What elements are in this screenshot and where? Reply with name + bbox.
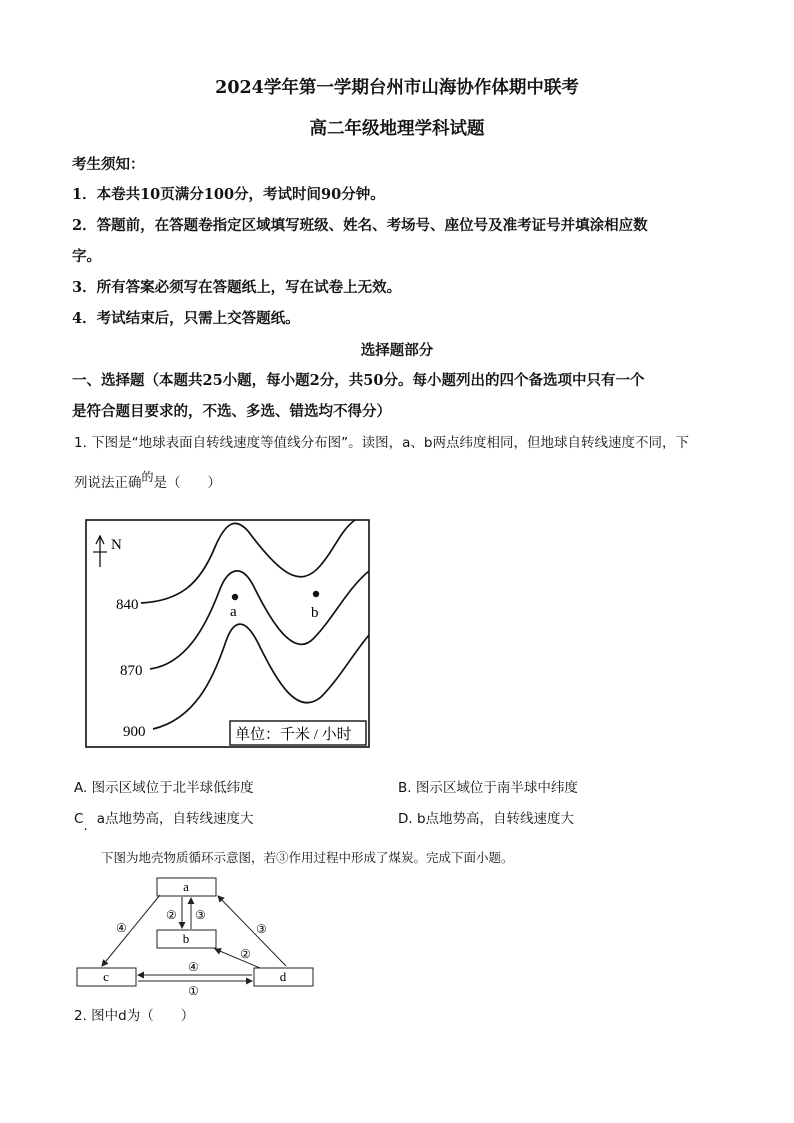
q1-option-b[interactable]: B. 图示区域位于南半球中纬度 xyxy=(398,780,578,796)
q1-stem: 1. 下图是“地球表面自转线速度等值线分布图”。读图，a、b两点纬度相同，但地球自转线速度不同，下 xyxy=(74,435,690,451)
process-label: ② xyxy=(240,947,251,961)
box-d-label: d xyxy=(279,969,287,984)
exam-subtitle: 高二年级地理学科试题 xyxy=(309,119,485,139)
notice-item: 字。 xyxy=(72,248,101,265)
notice-item: 4．考试结束后，只需上交答题纸。 xyxy=(72,310,300,327)
isoline-map xyxy=(85,519,373,750)
box-b-label: b xyxy=(182,931,190,946)
exam-title: 2024学年第一学期台州市山海协作体期中联考 xyxy=(215,78,579,98)
q1-stem-text: 列说法正确 xyxy=(74,475,142,491)
point-b-label: b xyxy=(311,605,319,621)
q1-option-c-letter: C xyxy=(74,811,84,827)
notice-heading: 考生须知： xyxy=(72,156,145,173)
arrow-d-to-b xyxy=(215,949,260,968)
notice-item: 3．所有答案必须写在答题纸上，写在试卷上无效。 xyxy=(72,279,402,296)
q1-option-c-text: a点地势高，自转线速度大 xyxy=(96,811,254,827)
isoline-label: 840 xyxy=(116,597,139,613)
q1-option-a[interactable]: A. 图示区域位于北半球低纬度 xyxy=(74,780,254,796)
process-label: ② xyxy=(166,908,177,922)
process-label: ③ xyxy=(256,922,267,936)
point-b-marker xyxy=(313,591,319,597)
isoline-label: 900 xyxy=(123,724,146,740)
q2-intro: 下图为地壳物质循环示意图，若③作用过程中形成了煤炭。完成下面小题。 xyxy=(101,850,514,865)
process-label: ④ xyxy=(188,960,199,974)
q1-option-c-dot: . xyxy=(83,818,88,834)
process-label: ④ xyxy=(116,921,127,935)
point-a-marker xyxy=(232,594,238,600)
arrow-d-to-a xyxy=(218,896,286,966)
north-label: N xyxy=(111,537,122,553)
process-label: ③ xyxy=(195,908,206,922)
box-c-label: c xyxy=(103,969,109,984)
point-a-label: a xyxy=(230,604,237,620)
box-a-label: a xyxy=(183,879,189,894)
section-instruction: 一、选择题（本题共25小题，每小题2分，共50分。每小题列出的四个备选项中只有一个 xyxy=(72,372,645,389)
q1-option-c[interactable] xyxy=(74,807,254,834)
q1-stem-sup: 的 xyxy=(141,470,154,484)
arrow-a-to-c xyxy=(102,895,160,966)
section-instruction: 是符合题目要求的，不选、多选、错选均不得分） xyxy=(72,403,391,420)
notice-item: 1．本卷共10页满分100分，考试时间90分钟。 xyxy=(72,186,385,203)
q1-stem-text: 是（ ） xyxy=(153,475,222,491)
map-frame xyxy=(86,520,369,747)
rock-cycle-diagram xyxy=(74,874,322,998)
q1-stem-line2 xyxy=(74,471,221,491)
q1-option-d[interactable]: D. b点地势高，自转线速度大 xyxy=(398,811,575,827)
section-title: 选择题部分 xyxy=(360,342,434,359)
isoline-label: 870 xyxy=(120,663,143,679)
q2-stem: 2. 图中d为（ ） xyxy=(74,1008,195,1024)
process-label: ① xyxy=(188,984,199,998)
notice-item: 2．答题前，在答题卷指定区域填写班级、姓名、考场号、座位号及准考证号并填涂相应数 xyxy=(72,217,648,234)
unit-label: 单位：千米 / 小时 xyxy=(235,727,352,743)
